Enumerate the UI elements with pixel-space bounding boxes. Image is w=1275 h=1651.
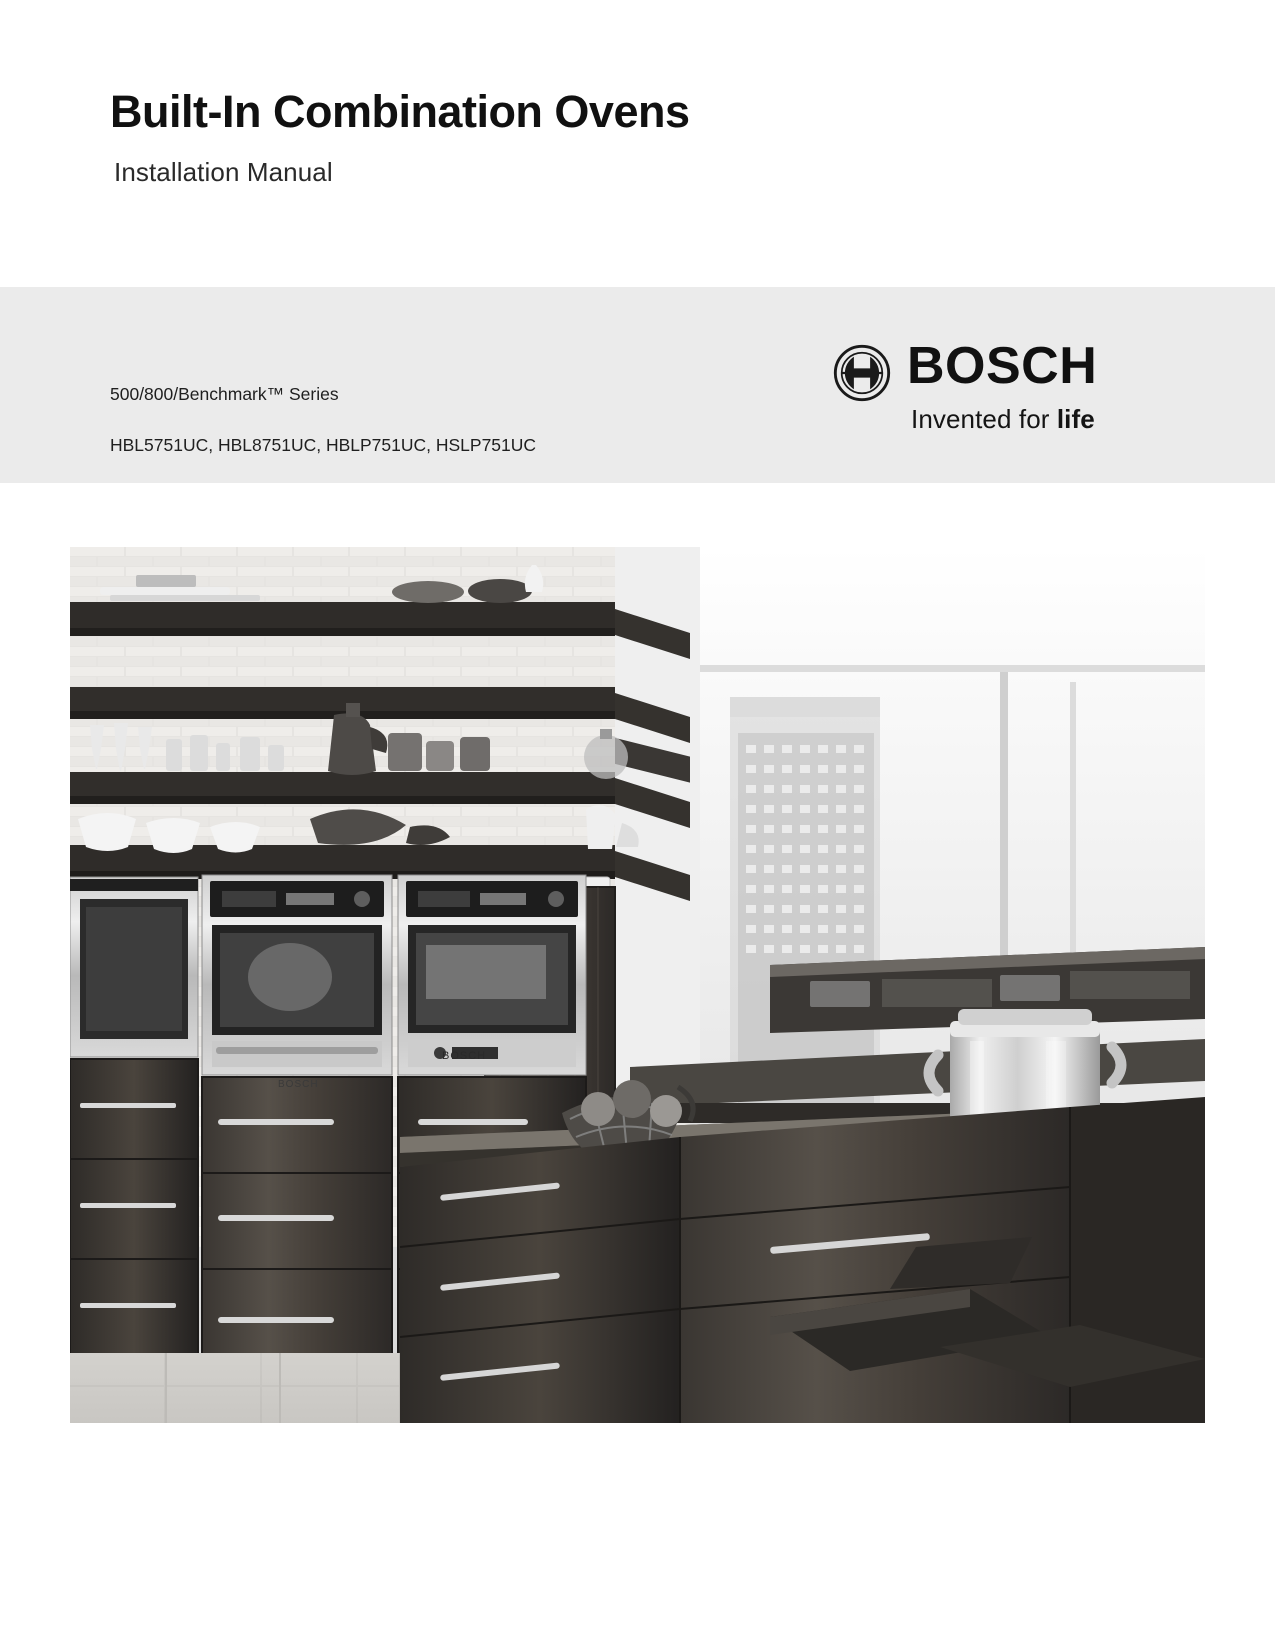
page-title: Built-In Combination Ovens: [110, 86, 690, 137]
tagline-regular: Invented for: [911, 404, 1057, 434]
tagline-bold: life: [1056, 404, 1095, 434]
svg-text:BOSCH: BOSCH: [442, 1050, 487, 1062]
bosch-logo-text: [907, 337, 1098, 434]
bosch-tagline: [911, 406, 1097, 432]
svg-text:BOSCH: BOSCH: [278, 1079, 319, 1090]
bosch-logo: [833, 337, 1098, 434]
page-subtitle: Installation Manual: [114, 157, 333, 188]
bosch-wordmark: BOSCH: [907, 337, 1098, 395]
series-line-1: 500/800/Benchmark™ Series: [110, 384, 339, 405]
cover-photo: [70, 547, 1205, 1423]
model-numbers-line: HBL5751UC, HBL8751UC, HBLP751UC, HSLP751UC: [110, 435, 537, 456]
series-info: [110, 357, 536, 484]
cover-title-block: [110, 88, 1010, 188]
bosch-anchor-icon: [833, 344, 891, 402]
